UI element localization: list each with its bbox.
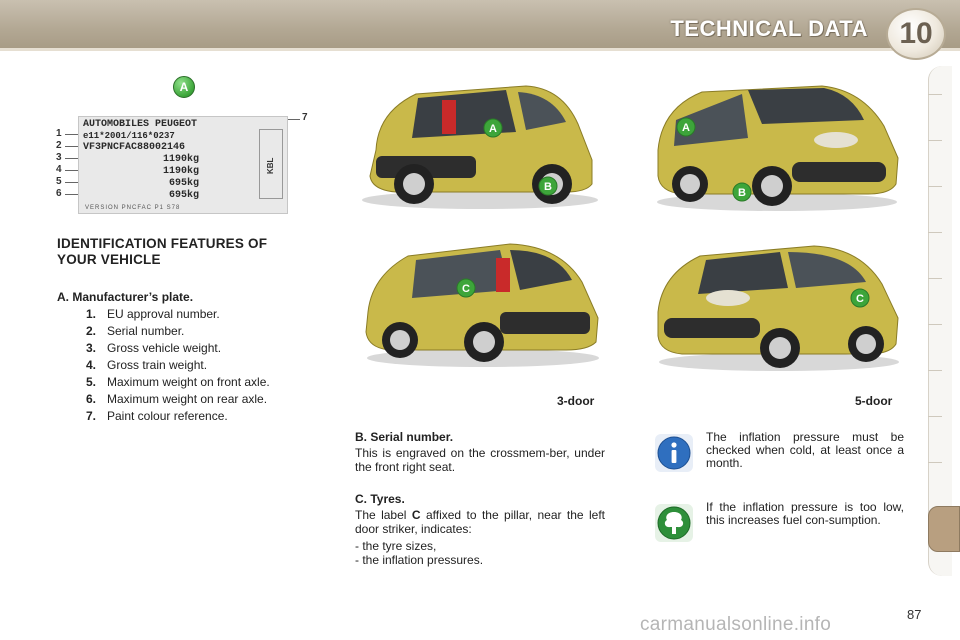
paint-code: KBL [266, 157, 275, 174]
tab-divider [928, 370, 942, 371]
fuel-consumption-note: If the inflation pressure is too low, this increases fuel con-sumption. [706, 500, 904, 527]
plate-footer: VERSION PNCFAC P1 S78 [85, 205, 181, 211]
page-number: 87 [907, 607, 922, 622]
plate-callout-number: 2 [56, 140, 62, 151]
serial-heading: B. Serial number. [355, 430, 454, 444]
plate-text: 695kg [169, 178, 200, 189]
list-item [86, 307, 296, 321]
car-marker-a: A [489, 123, 497, 135]
item-text: Serial number. [107, 324, 185, 338]
item-number: 5. [86, 375, 97, 389]
tab-divider [928, 278, 942, 279]
car-marker-a: A [682, 122, 690, 134]
item-text: Gross vehicle weight. [107, 341, 222, 355]
watermark: carmanualsonline.info [640, 614, 832, 635]
tyres-label-c: C [411, 508, 421, 522]
plate-text: e11*2001/116*0237 [83, 131, 175, 141]
car-marker-b: B [544, 181, 552, 193]
inflation-check-note: The inflation pressure must be checked when cold, at least once a month. [706, 430, 904, 470]
item-text: Gross train weight. [107, 358, 208, 372]
tyres-bullet: - the tyre sizes, [355, 539, 437, 553]
active-chapter-tab[interactable] [928, 506, 960, 552]
tyres-bullet: - the inflation pressures. [355, 553, 484, 567]
item-number: 2. [86, 324, 97, 338]
item-number: 6. [86, 392, 97, 406]
item-text: Paint colour reference. [107, 409, 228, 423]
item-number: 3. [86, 341, 97, 355]
plate-text: 695kg [169, 190, 200, 201]
plate-text: 1190kg [163, 154, 200, 165]
chapter-number-badge: 10 [886, 8, 946, 60]
chapter-tab-strip [928, 66, 960, 576]
id-plate [78, 116, 288, 214]
page-header [0, 0, 960, 62]
item-number: 4. [86, 358, 97, 372]
plate-text: AUTOMOBILES PEUGEOT [83, 119, 198, 130]
plate-callout-number: 4 [56, 164, 62, 175]
plate-text: VF3PNCFAC88002146 [83, 142, 186, 153]
manufacturer-plate-heading: A. Manufacturer’s plate. [57, 290, 194, 304]
list-item [86, 341, 296, 355]
plate-items-list [86, 307, 296, 426]
label-5door: 5-door [855, 394, 893, 408]
plate-callout-number: 3 [56, 152, 62, 163]
list-item [86, 409, 296, 423]
tyres-text-end: affixed to the pillar, near the left door striker, indicates: [355, 508, 606, 536]
serial-text: This is engraved on the crossmem-ber, under the front right seat. [355, 446, 605, 474]
plate-callout-number: 6 [56, 188, 62, 199]
plate-callout-number: 1 [56, 128, 62, 139]
item-text: Maximum weight on front axle. [107, 375, 270, 389]
marker-a-badge: A [173, 76, 195, 98]
tyres-text-start: The label [355, 508, 412, 522]
car-marker-c: C [462, 283, 470, 295]
car-3door-rear-image [356, 72, 604, 212]
car-3door-rear-tyre-image [360, 232, 606, 370]
plate-text: 1190kg [163, 166, 200, 177]
tab-divider [928, 416, 942, 417]
car-marker-b: B [738, 187, 746, 199]
tab-divider [928, 462, 942, 463]
section-heading: IDENTIFICATION FEATURES OF YOUR VEHICLE [57, 236, 268, 267]
car-5door-front-tyre-image [654, 240, 904, 372]
tab-strip-border [928, 66, 952, 576]
tab-divider [928, 140, 942, 141]
tab-divider [928, 94, 942, 95]
paint-code-box [259, 129, 283, 199]
tree-icon [655, 504, 693, 542]
item-text: Maximum weight on rear axle. [107, 392, 268, 406]
car-5door-front-image [652, 80, 902, 212]
car-marker-c: C [856, 293, 864, 305]
tyres-heading: C. Tyres. [355, 492, 405, 506]
info-icon [655, 434, 693, 472]
item-number: 7. [86, 409, 97, 423]
item-text: EU approval number. [107, 307, 220, 321]
plate-callout-number: 5 [56, 176, 62, 187]
list-item [86, 358, 296, 372]
list-item [86, 375, 296, 389]
list-item [86, 392, 296, 406]
plate-callout-number: 7 [302, 112, 308, 123]
page-title: TECHNICAL DATA [670, 16, 868, 41]
tab-divider [928, 232, 942, 233]
tyres-text [355, 508, 605, 536]
list-item [86, 324, 296, 338]
header-rule [0, 48, 960, 51]
tab-divider [928, 186, 942, 187]
manufacturer-plate-illustration [56, 112, 312, 212]
item-number: 1. [86, 307, 97, 321]
label-3door: 3-door [557, 394, 595, 408]
tab-divider [928, 324, 942, 325]
